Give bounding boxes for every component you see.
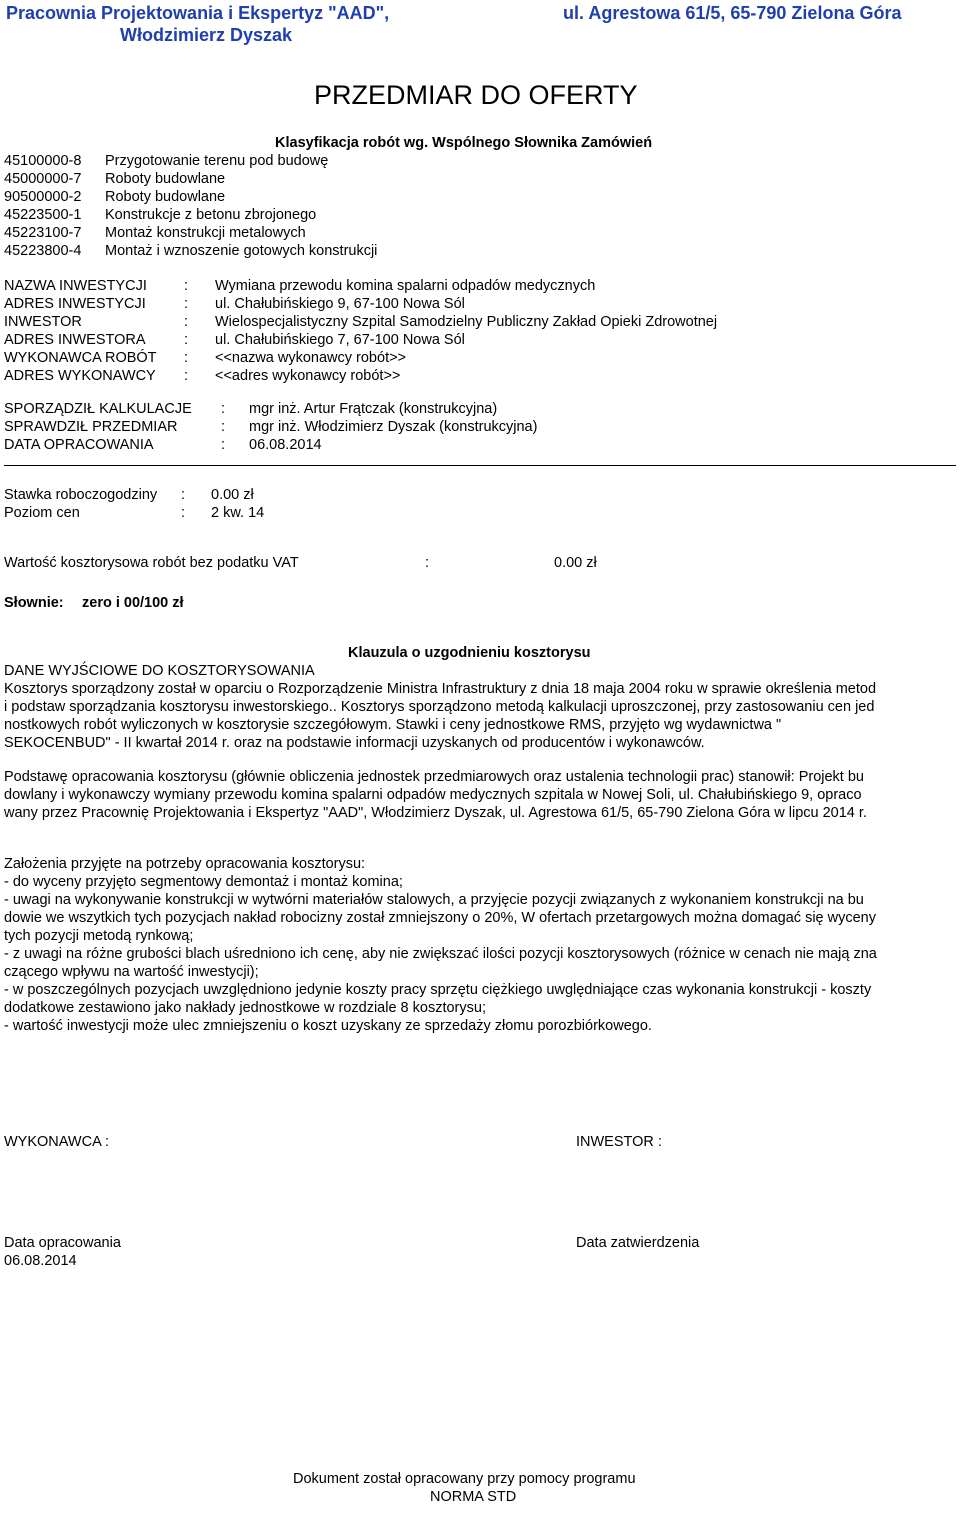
- company-address: ul. Agrestowa 61/5, 65-790 Zielona Góra: [563, 3, 902, 23]
- cpv-name: Przygotowanie terenu pod budowę: [105, 153, 329, 169]
- total-value: 0.00 zł: [554, 555, 597, 571]
- paragraph-line: Podstawę opracowania kosztorysu (głównie obliczenia jednostek przedmiarowych oraz ustalenia technologii prac) stanowił: Projekt bu: [4, 769, 864, 785]
- prepared-value: mgr inż. Włodzimierz Dyszak (konstrukcyjna): [249, 419, 538, 435]
- paragraph-line: - z uwagi na różne grubości blach uśredniono ich cenę, aby nie zwiększać ilości pozycji kosztorysowych (różnice w cenach nie mają zna: [4, 946, 877, 962]
- divider: [4, 465, 956, 466]
- prepared-value: mgr inż. Artur Frątczak (konstrukcyjna): [249, 401, 498, 417]
- info-value: Wielospecjalistyczny Szpital Samodzielny Publiczny Zakład Opieki Zdrowotnej: [215, 314, 718, 330]
- words-value: zero i 00/100 zł: [82, 595, 184, 611]
- paragraph-line: - do wyceny przyjęto segmentowy demontaż i montaż komina;: [4, 874, 403, 890]
- paragraph-line: Założenia przyjęte na potrzeby opracowania kosztorysu:: [4, 856, 366, 872]
- prepared-label: DATA OPRACOWANIA: [4, 437, 154, 453]
- rate-value: 2 kw. 14: [211, 505, 265, 521]
- rate-colon: :: [181, 505, 186, 521]
- info-label: WYKONAWCA ROBÓT: [4, 350, 157, 366]
- info-label: ADRES WYKONAWCY: [4, 368, 156, 384]
- paragraph-line: SEKOCENBUD" - II kwartał 2014 r. oraz na podstawie informacji uzyskanych od producentów i wykonawców.: [4, 735, 705, 751]
- paragraph-line: czącego wpływu na wartość inwestycji);: [4, 964, 259, 980]
- cpv-code: 45223500-1: [4, 207, 82, 223]
- prepared-colon: :: [221, 401, 226, 417]
- info-value: <<adres wykonawcy robót>>: [215, 368, 401, 384]
- rate-value: 0.00 zł: [211, 487, 254, 503]
- info-colon: :: [184, 332, 189, 348]
- footer-program: NORMA STD: [430, 1489, 517, 1505]
- clause-paragraph-1: [4, 680, 956, 752]
- cpv-name: Roboty budowlane: [105, 189, 226, 205]
- contractor-signature-label: WYKONAWCA :: [4, 1134, 109, 1150]
- clause-heading: Klauzula o uzgodnieniu kosztorysu: [348, 645, 591, 661]
- info-label: ADRES INWESTORA: [4, 332, 146, 348]
- page-title: PRZEDMIAR DO OFERTY: [314, 80, 638, 110]
- info-colon: :: [184, 350, 189, 366]
- total-label: Wartość kosztorysowa robót bez podatku VAT: [4, 555, 299, 571]
- cpv-code: 90500000-2: [4, 189, 82, 205]
- prepared-value: 06.08.2014: [249, 437, 322, 453]
- words-label: Słownie:: [4, 595, 64, 611]
- cpv-code: 45223100-7: [4, 225, 82, 241]
- paragraph-line: tych pozycji metodą rynkową;: [4, 928, 194, 944]
- footer-note: Dokument został opracowany przy pomocy programu: [293, 1471, 636, 1487]
- rate-label: Stawka roboczogodziny: [4, 487, 158, 503]
- paragraph-line: wany przez Pracownię Projektowania i Ekspertyz "AAD", Włodzimierz Dyszak, ul. Agrestowa 61/5, 65-790 Zielona Góra w lipcu 2014 r.: [4, 805, 867, 821]
- date-prepared-value: 06.08.2014: [4, 1253, 77, 1269]
- info-label: ADRES INWESTYCJI: [4, 296, 146, 312]
- rate-colon: :: [181, 487, 186, 503]
- company-owner: Włodzimierz Dyszak: [120, 25, 293, 45]
- info-colon: :: [184, 314, 189, 330]
- paragraph-line: dowlany i wykonawczy wymiany przewodu komina spalarni odpadów medycznych szpitala w Nowej Soli, ul. Chałubińskiego 9, opraco: [4, 787, 862, 803]
- rate-label: Poziom cen: [4, 505, 80, 521]
- clause-subheading: DANE WYJŚCIOWE DO KOSZTORYSOWANIA: [4, 663, 315, 679]
- prepared-colon: :: [221, 437, 226, 453]
- info-value: ul. Chałubińskiego 9, 67-100 Nowa Sól: [215, 296, 465, 312]
- cpv-name: Konstrukcje z betonu zbrojonego: [105, 207, 317, 223]
- info-colon: :: [184, 368, 189, 384]
- paragraph-line: - w poszczególnych pozycjach uwzględniono jedynie koszty pracy sprzętu ciężkiego uwględniające czas wykonania konstrukcji - koszty: [4, 982, 872, 998]
- info-value: Wymiana przewodu komina spalarni odpadów medycznych: [215, 278, 596, 294]
- cpv-name: Roboty budowlane: [105, 171, 226, 187]
- cpv-heading: Klasyfikacja robót wg. Wspólnego Słownika Zamówień: [275, 135, 653, 151]
- info-colon: :: [184, 278, 189, 294]
- paragraph-line: dodatkowe zestawiono jako nakłady jednostkowe w rozdziale 8 kosztorysu;: [4, 1000, 486, 1016]
- total-colon: :: [425, 555, 430, 571]
- investor-signature-label: INWESTOR :: [576, 1134, 662, 1150]
- info-colon: :: [184, 296, 189, 312]
- cpv-code: 45223800-4: [4, 243, 82, 259]
- cpv-code: 45100000-8: [4, 153, 82, 169]
- info-value: ul. Chałubińskiego 7, 67-100 Nowa Sól: [215, 332, 465, 348]
- paragraph-line: - uwagi na wykonywanie konstrukcji w wytwórni materiałów stalowych, a przyjęcie pozycji związanych z wykonaniem konstrukcji na bu: [4, 892, 864, 908]
- cpv-code: 45000000-7: [4, 171, 82, 187]
- prepared-colon: :: [221, 419, 226, 435]
- paragraph-line: i podstaw sporządzania kosztorysu inwestorskiego.. Kosztorys sporządzono metodą kalkulacji uproszczonej, przy zastosowaniu cen jed: [4, 699, 875, 715]
- prepared-label: SPORZĄDZIŁ KALKULACJE: [4, 401, 192, 417]
- company-name: Pracownia Projektowania i Ekspertyz "AAD",: [6, 3, 390, 23]
- info-label: NAZWA INWESTYCJI: [4, 278, 147, 294]
- prepared-label: SPRAWDZIŁ PRZEDMIAR: [4, 419, 178, 435]
- paragraph-line: nostkowych robót wyliczonych w kosztorysie szczegółowym. Stawki i ceny jednostkowe RMS, przyjęto wg wydawnictwa ": [4, 717, 782, 733]
- cpv-name: Montaż konstrukcji metalowych: [105, 225, 306, 241]
- clause-paragraph-2: [4, 768, 956, 822]
- cpv-name: Montaż i wznoszenie gotowych konstrukcji: [105, 243, 378, 259]
- clause-assumptions: [4, 855, 956, 1035]
- info-value: <<nazwa wykonawcy robót>>: [215, 350, 407, 366]
- date-prepared-label: Data opracowania: [4, 1235, 121, 1251]
- info-label: INWESTOR: [4, 314, 82, 330]
- paragraph-line: - wartość inwestycji może ulec zmniejszeniu o koszt uzyskany ze sprzedaży złomu porozbiórkowego.: [4, 1018, 652, 1034]
- paragraph-line: Kosztorys sporządzony został w oparciu o Rozporządzenie Ministra Infrastruktury z dnia 18 maja 2004 roku w sprawie określenia metod: [4, 681, 877, 697]
- paragraph-line: dowie we wszytkich tych pozycjach nakład robocizny został zmniejszony o 20%, W ofertach przetargowych można domagać się wyceny: [4, 910, 876, 926]
- date-approved-label: Data zatwierdzenia: [576, 1235, 700, 1251]
